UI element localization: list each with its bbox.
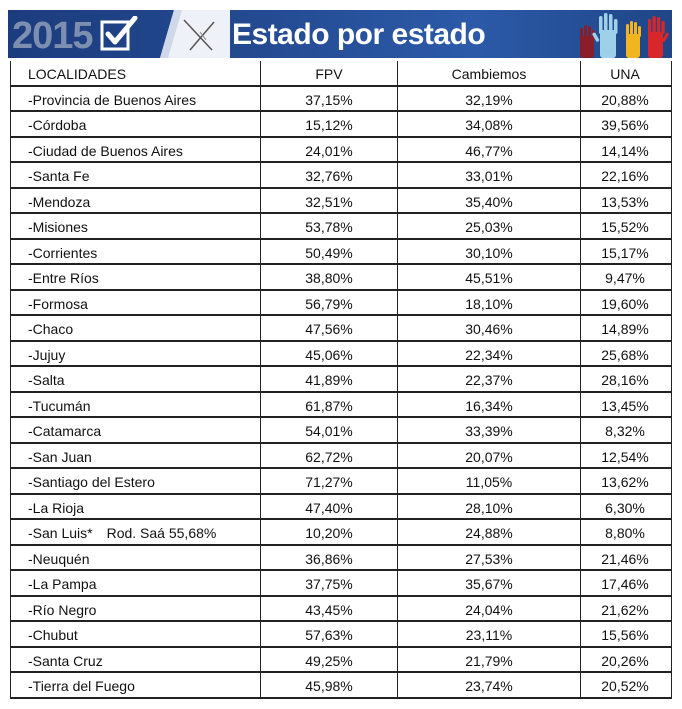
fpv-cell: 49,25% [305, 652, 353, 669]
cambiemos-cell: 34,08% [465, 117, 513, 133]
una-cell: 13,62% [601, 474, 649, 490]
localidad-cell: -Provincia de Buenos Aires [28, 91, 197, 108]
fpv-cell: 56,79% [305, 295, 353, 312]
una-cell: 28,16% [601, 372, 649, 388]
header-banner [8, 10, 672, 58]
localidad-cell: -Ciudad de Buenos Aires [28, 142, 183, 159]
cambiemos-cell: 33,01% [465, 168, 513, 184]
una-cell: 25,68% [601, 346, 649, 363]
fpv-cell: 10,20% [305, 525, 353, 541]
una-cell: 20,26% [601, 652, 649, 669]
cambiemos-cell: 28,10% [465, 499, 513, 516]
cambiemos-cell: 20,07% [465, 448, 513, 465]
page-title: Estado por estado [232, 18, 486, 51]
fpv-cell: 37,15% [305, 91, 353, 108]
cambiemos-cell: 22,37% [465, 372, 513, 388]
fpv-cell: 54,01% [305, 423, 353, 439]
fpv-cell: 53,78% [305, 219, 353, 235]
fpv-cell: 62,72% [305, 448, 353, 465]
una-cell: 22,16% [601, 168, 649, 184]
cambiemos-cell: 16,34% [465, 397, 513, 414]
table-row [11, 546, 671, 572]
fpv-cell: 32,51% [305, 193, 353, 210]
table-row [11, 444, 671, 470]
fpv-cell: 45,06% [305, 346, 353, 363]
cambiemos-cell: 21,79% [465, 652, 513, 669]
cambiemos-cell: 35,40% [465, 193, 513, 210]
fpv-cell: 32,76% [305, 168, 353, 184]
table-row [11, 673, 671, 699]
localidad-cell: -La Pampa [28, 576, 97, 592]
una-cell: 6,30% [605, 499, 645, 516]
table-row [11, 597, 671, 623]
table-row [11, 87, 671, 113]
fpv-cell: 45,98% [305, 678, 353, 694]
fpv-cell: 37,75% [305, 576, 353, 592]
table-row [11, 495, 671, 521]
cambiemos-cell: 30,46% [465, 321, 513, 337]
table-row [11, 648, 671, 674]
table-row [11, 622, 671, 648]
fpv-cell: 24,01% [305, 142, 353, 159]
table-row [11, 342, 671, 368]
fpv-cell: 38,80% [305, 270, 353, 286]
column-header-cambiemos: Cambiemos [451, 66, 527, 82]
cambiemos-cell: 25,03% [465, 219, 513, 235]
localidad-cell: -Río Negro [28, 601, 97, 618]
column-header-una: UNA [610, 66, 640, 82]
table-row [11, 240, 671, 266]
fpv-cell: 15,12% [305, 117, 353, 133]
table-row [11, 265, 671, 291]
una-cell: 14,14% [601, 142, 649, 159]
cambiemos-cell: 35,67% [465, 576, 513, 592]
cambiemos-cell: 32,19% [465, 91, 513, 108]
una-cell: 9,47% [605, 270, 645, 286]
localidad-cell: -Catamarca [28, 423, 102, 439]
ballot-check-icon [100, 16, 138, 52]
localidad-cell: -Corrientes [28, 244, 98, 261]
cambiemos-cell: 46,77% [465, 142, 513, 159]
table-row [11, 163, 671, 189]
crossed-pens-icon [160, 10, 230, 58]
una-cell: 21,46% [601, 550, 649, 567]
table-row [11, 393, 671, 419]
cambiemos-cell: 27,53% [465, 550, 513, 567]
cambiemos-cell: 33,39% [465, 423, 513, 439]
fpv-cell: 61,87% [305, 397, 353, 414]
una-cell: 15,56% [601, 627, 649, 643]
table-header-row [11, 61, 671, 87]
cambiemos-cell: 11,05% [465, 474, 513, 490]
fpv-cell: 43,45% [305, 601, 353, 618]
row-divider [11, 697, 671, 699]
localidad-cell: -Chubut [28, 627, 78, 643]
column-header-localidades: LOCALIDADES [28, 66, 127, 82]
cambiemos-cell: 22,34% [465, 346, 513, 363]
table-row [11, 469, 671, 495]
raised-hands-icon [574, 12, 672, 58]
localidad-cell: -Córdoba [28, 117, 87, 133]
column-header-fpv: FPV [315, 66, 343, 82]
table-row [11, 520, 671, 546]
table-row [11, 112, 671, 138]
table-row [11, 418, 671, 444]
localidad-cell: -Neuquén [28, 550, 90, 567]
cambiemos-cell: 24,88% [465, 525, 513, 541]
table-row [11, 571, 671, 597]
fpv-cell: 71,27% [305, 474, 353, 490]
una-cell: 8,32% [605, 423, 645, 439]
localidad-cell: -La Rioja [28, 499, 85, 516]
cambiemos-cell: 23,74% [465, 678, 513, 694]
localidad-cell: -Santa Cruz [28, 652, 103, 669]
una-cell: 39,56% [601, 117, 649, 133]
localidad-cell: -San Juan [28, 448, 92, 465]
localidad-name: -San Luis* [28, 525, 93, 541]
una-cell: 19,60% [601, 295, 649, 312]
localidad-cell: -Tierra del Fuego [28, 678, 135, 694]
year-label: 2015 [12, 15, 93, 57]
una-cell: 20,88% [601, 91, 649, 108]
una-cell: 13,45% [601, 397, 649, 414]
una-cell: 15,17% [601, 244, 649, 261]
table-row [11, 367, 671, 393]
fpv-cell: 41,89% [305, 372, 353, 388]
localidad-cell: -Santiago del Estero [28, 474, 155, 490]
localidad-cell: -Jujuy [28, 346, 66, 363]
annotation-note: Rod. Saá 55,68% [106, 525, 217, 541]
table-row [11, 214, 671, 240]
una-cell: 15,52% [601, 219, 649, 235]
cambiemos-cell: 30,10% [465, 244, 513, 261]
fpv-cell: 36,86% [305, 550, 353, 567]
localidad-cell: -Santa Fe [28, 168, 90, 184]
cambiemos-cell: 18,10% [465, 295, 513, 312]
fpv-cell: 47,40% [305, 499, 353, 516]
una-cell: 20,52% [601, 678, 649, 694]
una-cell: 17,46% [601, 576, 649, 592]
una-cell: 13,53% [601, 193, 649, 210]
table-row [11, 189, 671, 215]
fpv-cell: 47,56% [305, 321, 353, 337]
results-table [10, 61, 672, 699]
fpv-cell: 57,63% [305, 627, 353, 643]
localidad-cell: -Tucumán [28, 397, 91, 414]
cambiemos-cell: 23,11% [465, 627, 513, 643]
localidad-cell: -Chaco [28, 321, 74, 337]
una-cell: 12,54% [601, 448, 649, 465]
localidad-cell: -Mendoza [28, 193, 91, 210]
localidad-cell: -Salta [28, 372, 65, 388]
table-row [11, 316, 671, 342]
localidad-cell [28, 520, 260, 546]
una-cell: 21,62% [601, 601, 649, 618]
cambiemos-cell: 45,51% [465, 270, 513, 286]
fpv-cell: 50,49% [305, 244, 353, 261]
table-row [11, 138, 671, 164]
una-cell: 14,89% [601, 321, 649, 337]
localidad-cell: -Formosa [28, 295, 88, 312]
localidad-cell: -Entre Ríos [28, 270, 99, 286]
cambiemos-cell: 24,04% [465, 601, 513, 618]
table-row [11, 291, 671, 317]
localidad-cell: -Misiones [28, 219, 88, 235]
una-cell: 8,80% [605, 525, 645, 541]
